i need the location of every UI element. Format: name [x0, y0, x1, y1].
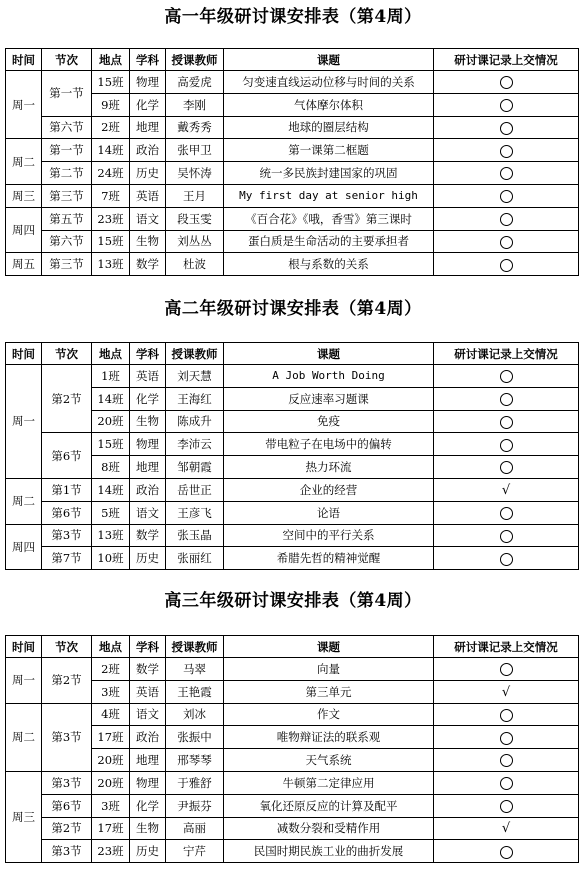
cell-subject: 地理	[130, 749, 166, 772]
column-header: 节次	[42, 636, 92, 658]
cell-topic: 向量	[224, 658, 434, 681]
cell-topic: 热力环流	[224, 456, 434, 479]
table-row	[6, 207, 579, 230]
circle-icon	[500, 76, 513, 89]
circle-icon	[500, 416, 513, 429]
cell-teacher: 王艳霞	[166, 680, 224, 703]
table-row	[6, 253, 579, 276]
cell-teacher: 王彦飞	[166, 501, 224, 524]
cell-subject: 英语	[130, 365, 166, 388]
cell-topic: My first day at senior high	[224, 184, 434, 207]
cell-subject: 地理	[130, 116, 166, 139]
check-mark-icon: √	[501, 684, 511, 700]
cell-period: 第六节	[42, 116, 92, 139]
cell-period: 第7节	[42, 547, 92, 570]
cell-status	[434, 207, 579, 230]
cell-status	[434, 162, 579, 185]
cell-status	[434, 230, 579, 253]
circle-icon	[500, 190, 513, 203]
cell-place: 1班	[92, 365, 130, 388]
cell-place: 20班	[92, 771, 130, 794]
cell-subject: 物理	[130, 771, 166, 794]
cell-period: 第3节	[42, 771, 92, 794]
cell-day: 周二	[6, 478, 42, 524]
table-row	[6, 410, 579, 433]
check-mark-icon: √	[501, 821, 511, 837]
cell-place: 23班	[92, 840, 130, 863]
cell-place: 10班	[92, 547, 130, 570]
table-header-row	[6, 49, 579, 71]
schedule-table-grade-3	[5, 635, 579, 863]
cell-topic: 天气系统	[224, 749, 434, 772]
cell-period: 第6节	[42, 433, 92, 479]
table-row	[6, 71, 579, 94]
circle-icon	[500, 99, 513, 112]
cell-place: 23班	[92, 207, 130, 230]
cell-topic: 企业的经营	[224, 478, 434, 501]
cell-subject: 英语	[130, 680, 166, 703]
cell-topic: 免疫	[224, 410, 434, 433]
column-header: 时间	[6, 636, 42, 658]
cell-status	[434, 139, 579, 162]
cell-period: 第3节	[42, 840, 92, 863]
cell-period: 第2节	[42, 658, 92, 704]
cell-subject: 化学	[130, 794, 166, 817]
cell-topic: 第三单元	[224, 680, 434, 703]
cell-place: 13班	[92, 253, 130, 276]
cell-status	[434, 524, 579, 547]
cell-day: 周三	[6, 771, 42, 862]
schedule-table-grade-1	[5, 48, 579, 276]
cell-place: 20班	[92, 410, 130, 433]
circle-icon	[500, 777, 513, 790]
cell-subject: 生物	[130, 817, 166, 840]
cell-teacher: 宁芹	[166, 840, 224, 863]
table-row	[6, 162, 579, 185]
cell-topic: 论语	[224, 501, 434, 524]
cell-teacher: 杜波	[166, 253, 224, 276]
cell-teacher: 尹振芬	[166, 794, 224, 817]
column-header: 节次	[42, 343, 92, 365]
table-row	[6, 726, 579, 749]
cell-teacher: 张丽红	[166, 547, 224, 570]
cell-day: 周一	[6, 71, 42, 139]
cell-status	[434, 253, 579, 276]
column-header: 地点	[92, 636, 130, 658]
cell-teacher: 刘天慧	[166, 365, 224, 388]
table-row	[6, 680, 579, 703]
circle-icon	[500, 439, 513, 452]
cell-place: 14班	[92, 478, 130, 501]
cell-status	[434, 726, 579, 749]
check-mark-icon: √	[501, 482, 511, 498]
cell-period: 第6节	[42, 794, 92, 817]
column-header: 课题	[224, 343, 434, 365]
circle-icon	[500, 754, 513, 767]
cell-status	[434, 387, 579, 410]
column-header: 学科	[130, 636, 166, 658]
column-header: 地点	[92, 343, 130, 365]
cell-day: 周五	[6, 253, 42, 276]
cell-teacher: 张振中	[166, 726, 224, 749]
circle-icon	[500, 800, 513, 813]
cell-topic: 空间中的平行关系	[224, 524, 434, 547]
cell-subject: 英语	[130, 184, 166, 207]
cell-day: 周二	[6, 703, 42, 771]
cell-teacher: 刘丛丛	[166, 230, 224, 253]
cell-teacher: 王海红	[166, 387, 224, 410]
table-row	[6, 501, 579, 524]
schedule-table-grade-2	[5, 342, 579, 570]
table-row	[6, 749, 579, 772]
cell-day: 周四	[6, 207, 42, 253]
cell-teacher: 高爱虎	[166, 71, 224, 94]
table-row	[6, 524, 579, 547]
cell-place: 3班	[92, 680, 130, 703]
table-row	[6, 478, 579, 501]
cell-period: 第一节	[42, 71, 92, 117]
cell-teacher: 马翠	[166, 658, 224, 681]
cell-subject: 数学	[130, 524, 166, 547]
cell-place: 15班	[92, 230, 130, 253]
cell-topic: 希腊先哲的精神觉醒	[224, 547, 434, 570]
column-header: 时间	[6, 49, 42, 71]
column-header: 时间	[6, 343, 42, 365]
cell-topic: 《百合花》《哦，香雪》第三课时	[224, 207, 434, 230]
cell-subject: 历史	[130, 840, 166, 863]
cell-teacher: 张玉晶	[166, 524, 224, 547]
circle-icon	[500, 393, 513, 406]
cell-topic: 减数分裂和受精作用	[224, 817, 434, 840]
cell-period: 第一节	[42, 139, 92, 162]
cell-status	[434, 749, 579, 772]
table-row	[6, 547, 579, 570]
cell-teacher: 王月	[166, 184, 224, 207]
column-header: 课题	[224, 49, 434, 71]
circle-icon	[500, 732, 513, 745]
table-row	[6, 658, 579, 681]
cell-place: 2班	[92, 658, 130, 681]
column-header: 授课教师	[166, 49, 224, 71]
column-header: 学科	[130, 49, 166, 71]
cell-status	[434, 817, 579, 840]
column-header: 研讨课记录上交情况	[434, 343, 579, 365]
cell-status	[434, 365, 579, 388]
cell-topic: 匀变速直线运动位移与时间的关系	[224, 71, 434, 94]
cell-day: 周一	[6, 365, 42, 479]
cell-period: 第二节	[42, 162, 92, 185]
cell-status	[434, 501, 579, 524]
cell-status	[434, 184, 579, 207]
cell-place: 15班	[92, 433, 130, 456]
cell-period: 第三节	[42, 253, 92, 276]
table-row	[6, 840, 579, 863]
cell-teacher: 于雅舒	[166, 771, 224, 794]
cell-topic: 民国时期民族工业的曲折发展	[224, 840, 434, 863]
circle-icon	[500, 461, 513, 474]
cell-place: 9班	[92, 93, 130, 116]
cell-place: 4班	[92, 703, 130, 726]
table-row	[6, 93, 579, 116]
cell-topic: 根与系数的关系	[224, 253, 434, 276]
cell-status	[434, 771, 579, 794]
cell-place: 15班	[92, 71, 130, 94]
cell-teacher: 高丽	[166, 817, 224, 840]
cell-status	[434, 658, 579, 681]
column-header: 学科	[130, 343, 166, 365]
column-header: 研讨课记录上交情况	[434, 49, 579, 71]
cell-status	[434, 93, 579, 116]
cell-place: 17班	[92, 817, 130, 840]
table-header-row	[6, 636, 579, 658]
table-row	[6, 817, 579, 840]
cell-status	[434, 703, 579, 726]
cell-topic: 蛋白质是生命活动的主要承担者	[224, 230, 434, 253]
cell-place: 24班	[92, 162, 130, 185]
cell-period: 第1节	[42, 478, 92, 501]
table-row	[6, 456, 579, 479]
cell-period: 第2节	[42, 365, 92, 433]
cell-subject: 物理	[130, 71, 166, 94]
cell-period: 第3节	[42, 524, 92, 547]
cell-subject: 地理	[130, 456, 166, 479]
cell-teacher: 邹朝霞	[166, 456, 224, 479]
cell-subject: 语文	[130, 501, 166, 524]
table-row	[6, 139, 579, 162]
cell-period: 第6节	[42, 501, 92, 524]
cell-subject: 语文	[130, 207, 166, 230]
cell-topic: 唯物辩证法的联系观	[224, 726, 434, 749]
cell-teacher: 李刚	[166, 93, 224, 116]
cell-subject: 数学	[130, 658, 166, 681]
circle-icon	[500, 530, 513, 543]
cell-status	[434, 680, 579, 703]
cell-teacher: 岳世正	[166, 478, 224, 501]
cell-status	[434, 71, 579, 94]
column-header: 节次	[42, 49, 92, 71]
column-header: 授课教师	[166, 636, 224, 658]
column-header: 授课教师	[166, 343, 224, 365]
cell-subject: 生物	[130, 410, 166, 433]
cell-topic: 气体摩尔体积	[224, 93, 434, 116]
cell-place: 17班	[92, 726, 130, 749]
cell-status	[434, 547, 579, 570]
cell-topic: 反应速率习题课	[224, 387, 434, 410]
cell-subject: 政治	[130, 139, 166, 162]
circle-icon	[500, 122, 513, 135]
circle-icon	[500, 236, 513, 249]
cell-day: 周一	[6, 658, 42, 704]
table-row	[6, 794, 579, 817]
title-grade-1: 高一年级研讨课安排表（第4周）	[164, 7, 422, 27]
cell-topic: 氧化还原反应的计算及配平	[224, 794, 434, 817]
table-row	[6, 387, 579, 410]
cell-place: 3班	[92, 794, 130, 817]
cell-teacher: 刘冰	[166, 703, 224, 726]
cell-subject: 化学	[130, 387, 166, 410]
table-row	[6, 771, 579, 794]
cell-subject: 历史	[130, 162, 166, 185]
cell-topic: 牛顿第二定律应用	[224, 771, 434, 794]
cell-topic: 地球的圈层结构	[224, 116, 434, 139]
cell-subject: 化学	[130, 93, 166, 116]
cell-topic: 作文	[224, 703, 434, 726]
cell-place: 7班	[92, 184, 130, 207]
circle-icon	[500, 213, 513, 226]
circle-icon	[500, 553, 513, 566]
cell-status	[434, 116, 579, 139]
cell-subject: 政治	[130, 478, 166, 501]
cell-teacher: 段玉雯	[166, 207, 224, 230]
cell-period: 第六节	[42, 230, 92, 253]
cell-day: 周二	[6, 139, 42, 185]
cell-status	[434, 433, 579, 456]
cell-status	[434, 478, 579, 501]
cell-period: 第五节	[42, 207, 92, 230]
cell-period: 第2节	[42, 817, 92, 840]
cell-teacher: 戴秀秀	[166, 116, 224, 139]
cell-subject: 数学	[130, 253, 166, 276]
circle-icon	[500, 507, 513, 520]
table-row	[6, 365, 579, 388]
cell-subject: 生物	[130, 230, 166, 253]
column-header: 课题	[224, 636, 434, 658]
cell-day: 周三	[6, 184, 42, 207]
cell-place: 13班	[92, 524, 130, 547]
table-row	[6, 184, 579, 207]
cell-place: 20班	[92, 749, 130, 772]
cell-topic: 统一多民族封建国家的巩固	[224, 162, 434, 185]
cell-place: 2班	[92, 116, 130, 139]
cell-day: 周四	[6, 524, 42, 570]
cell-period: 第3节	[42, 703, 92, 771]
title-grade-3: 高三年级研讨课安排表（第4周）	[164, 591, 422, 611]
table-row	[6, 433, 579, 456]
cell-status	[434, 794, 579, 817]
cell-place: 8班	[92, 456, 130, 479]
column-header: 研讨课记录上交情况	[434, 636, 579, 658]
circle-icon	[500, 370, 513, 383]
cell-place: 14班	[92, 387, 130, 410]
cell-subject: 语文	[130, 703, 166, 726]
table-row	[6, 230, 579, 253]
cell-topic: 带电粒子在电场中的偏转	[224, 433, 434, 456]
circle-icon	[500, 663, 513, 676]
circle-icon	[500, 259, 513, 272]
cell-teacher: 邢琴琴	[166, 749, 224, 772]
cell-topic: 第一课第二框题	[224, 139, 434, 162]
cell-place: 5班	[92, 501, 130, 524]
cell-subject: 历史	[130, 547, 166, 570]
circle-icon	[500, 709, 513, 722]
table-row	[6, 116, 579, 139]
circle-icon	[500, 145, 513, 158]
cell-status	[434, 456, 579, 479]
cell-topic: A Job Worth Doing	[224, 365, 434, 388]
table-row	[6, 703, 579, 726]
cell-teacher: 李沛云	[166, 433, 224, 456]
cell-period: 第三节	[42, 184, 92, 207]
cell-subject: 政治	[130, 726, 166, 749]
cell-teacher: 吴怀涛	[166, 162, 224, 185]
circle-icon	[500, 846, 513, 859]
circle-icon	[500, 167, 513, 180]
cell-teacher: 陈成升	[166, 410, 224, 433]
cell-teacher: 张甲卫	[166, 139, 224, 162]
column-header: 地点	[92, 49, 130, 71]
cell-place: 14班	[92, 139, 130, 162]
cell-subject: 物理	[130, 433, 166, 456]
table-header-row	[6, 343, 579, 365]
title-grade-2: 高二年级研讨课安排表（第4周）	[164, 299, 422, 319]
cell-status	[434, 840, 579, 863]
cell-status	[434, 410, 579, 433]
